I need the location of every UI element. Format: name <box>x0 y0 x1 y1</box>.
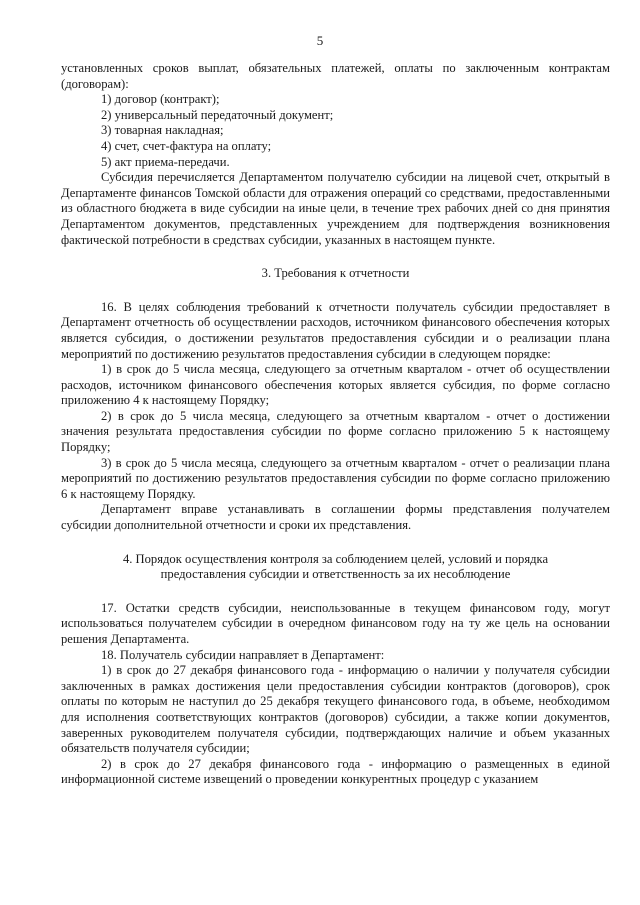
list-item: 1) договор (контракт); <box>101 92 220 107</box>
continued-paragraph: установленных сроков выплат, обязательных платежей, оплаты по заключенным контрактам (договорам): <box>61 61 610 91</box>
paragraph: 18. Получатель субсидии направляет в Департамент: <box>101 647 385 662</box>
list-item: 2) в срок до 5 числа месяца, следующего за отчетным кварталом - отчет о достижении значения результата предоставления субсидии по форме согласно приложению 5 к настоящему Порядку; <box>61 408 610 455</box>
paragraph: Субсидия перечисляется Департаментом получателю субсидии на лицевой счет, открытый в Департаменте финансов Томской области для отражения операций со средствами, предоставленными из областного бюджета в виде субсидии на иные цели, в течение трех рабочих дней со дня принятия Департаментом документов, представленных учреждением для подтверждения возникновения фактической потребности в средствах субсидии, указанных в настоящем пункте. <box>61 170 610 247</box>
list-item: 1) в срок до 5 числа месяца, следующего за отчетным кварталом - отчет об осуществлении расходов, источником финансового обеспечения которых является субсидия, по форме согласно приложению 4 к настоящему Порядку; <box>61 362 610 408</box>
paragraph: Департамент вправе устанавливать в соглашении формы представления получателем субсидии дополнительной отчетности и сроки их представления. <box>61 502 610 533</box>
section-heading-line-1: 4. Порядок осуществления контроля за соблюдением целей, условий и порядка <box>122 551 549 566</box>
section-heading-line-2: предоставления субсидии и ответственность за их несоблюдение <box>160 567 511 582</box>
list-item: 3) товарная накладная; <box>101 123 224 138</box>
list-item: 2) универсальный передаточный документ; <box>101 107 334 122</box>
list-item: 2) в срок до 27 декабря финансового года - информацию о размещенных в единой информационной системе извещений о проведении конкурентных процедур с указанием <box>61 756 610 787</box>
list-item: 5) акт приема-передачи. <box>101 154 230 169</box>
list-item: 4) счет, счет-фактура на оплату; <box>101 138 272 153</box>
section-heading: 3. Требования к отчетности <box>261 266 410 281</box>
list-item: 1) в срок до 27 декабря финансового года - информацию о наличии у получателя субсидии заключенных в рамках достижения цели предоставления субсидии контрактов (договоров), срок оплаты по которым не наступил до 25 декабря текущего финансового года, в объеме, необходимом для исполнения соответствующих контрактов (договоров) субсидии, а также копии документов, заверенных руководителем получателя субсидии, подтверждающих наличие и объем указанных обязательств получателя субсидии; <box>61 663 610 756</box>
document-body <box>61 61 610 788</box>
paragraph: 17. Остатки средств субсидии, неиспользованные в текущем финансовом году, могут использоваться получателем субсидии в очередном финансовом году на ту же цель на основании решения Департамента. <box>61 600 610 646</box>
paragraph: 16. В целях соблюдения требований к отчетности получатель субсидии предоставляет в Департамент отчетность об осуществлении расходов, источником финансового обеспечения которых является субсидия, о достижении результатов предоставления субсидии и о реализации плана мероприятий по достижению результатов предоставления субсидии в следующем порядке: <box>61 299 610 361</box>
list-item: 3) в срок до 5 числа месяца, следующего за отчетным кварталом - отчет о реализации плана мероприятий по достижению результатов предоставления субсидии по форме согласно приложению 6 к настоящему Порядку. <box>61 455 610 501</box>
page-number: 5 <box>316 33 324 48</box>
